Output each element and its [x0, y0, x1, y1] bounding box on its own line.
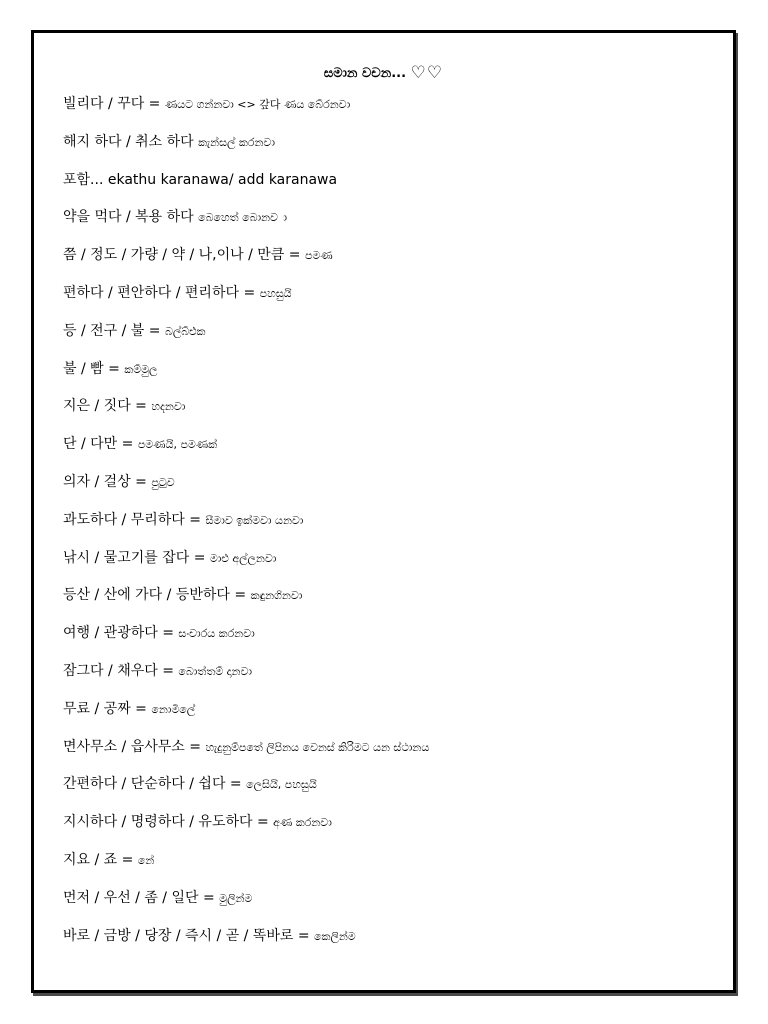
- vocabulary-entry: [63, 396, 728, 434]
- korean-words: 포함... ekathu karanawa/ add karanawa: [63, 171, 338, 188]
- sinhala-meaning: පමණ: [304, 249, 333, 263]
- vocabulary-entry: [63, 472, 728, 510]
- korean-words: 잠그다 / 채우다 =: [63, 662, 179, 679]
- vocabulary-entry: [63, 321, 728, 359]
- vocabulary-entry: [63, 737, 728, 775]
- korean-words: 간편하다 / 단순하다 / 쉽다 =: [63, 776, 247, 793]
- vocabulary-entry: [63, 359, 728, 397]
- vocabulary-entry: [63, 207, 728, 245]
- sinhala-meaning: නේ: [137, 853, 155, 867]
- vocabulary-entry: [63, 850, 728, 888]
- sinhala-meaning: බෙහෙත් බොනව ා: [198, 211, 288, 225]
- vocabulary-entry: [63, 283, 728, 321]
- vocabulary-entry: [63, 170, 728, 208]
- vocabulary-entry: [63, 623, 728, 661]
- sinhala-meaning: පහසුයි: [259, 286, 292, 300]
- sinhala-meaning: සීමාව ඉක්මවා යනවා: [205, 513, 304, 527]
- sinhala-meaning: හදනවා: [151, 400, 186, 414]
- sinhala-meaning: නොමිලේ: [151, 702, 196, 716]
- korean-words: 빌리다 / 꾸다 =: [63, 96, 165, 112]
- korean-words: 먼저 / 우선 / 좀 / 일단 =: [63, 889, 220, 906]
- korean-words: 바로 / 금방 / 당장 / 즉시 / 곧 / 똑바로 =: [63, 927, 315, 944]
- page-title-text: සමාන වචන...: [323, 66, 407, 81]
- document-page: [31, 30, 736, 993]
- vocabulary-entry: [63, 510, 728, 548]
- sinhala-meaning: අණ කරනවා: [273, 816, 332, 830]
- sinhala-meaning: කඳුනගිනවා: [250, 589, 303, 603]
- vocabulary-entry: [63, 699, 728, 737]
- vocabulary-entry: [63, 812, 728, 850]
- vocabulary-entry: [63, 585, 728, 623]
- vocabulary-entry: [63, 926, 728, 964]
- vocabulary-entry: [63, 94, 728, 132]
- korean-words: 무료 / 공짜 =: [63, 700, 152, 717]
- korean-words: 여행 / 관광하다 =: [63, 625, 179, 642]
- korean-words: 해지 하다 / 취소 하다: [63, 133, 199, 150]
- korean-words: 지은 / 짓다 =: [63, 398, 152, 415]
- sinhala-meaning: බල්බ්එක: [164, 324, 206, 338]
- korean-words: 과도하다 / 무리하다 =: [63, 511, 206, 528]
- vocabulary-entry: [63, 774, 728, 812]
- vocabulary-entry: [63, 661, 728, 699]
- sinhala-meaning: ලෙසියි, පහසුයි: [246, 778, 317, 792]
- korean-words: 등산 / 산에 가다 / 등반하다 =: [63, 587, 251, 604]
- sinhala-meaning: සංචාරය කරනවා: [178, 627, 255, 641]
- vocabulary-entry: [63, 434, 728, 472]
- sinhala-meaning: හැදුනුම්පතේ ලිපිනය වෙනස් කිරිමට යන ස්ථානය: [205, 740, 430, 754]
- vocabulary-entry: [63, 245, 728, 283]
- sinhala-meaning: මාළු අල්ලනවා: [209, 551, 277, 565]
- korean-words: 지요 / 죠 =: [63, 851, 138, 868]
- sinhala-meaning: කෙලින්ම: [314, 929, 356, 943]
- korean-words: 등 / 전구 / 불 =: [63, 322, 165, 339]
- korean-words: 편하다 / 편안하다 / 편리하다 =: [63, 284, 260, 301]
- korean-words: 지시하다 / 명령하다 / 유도하다 =: [63, 814, 274, 831]
- sinhala-meaning: බොත්තම් දානවා: [178, 664, 252, 678]
- korean-words: 쯤 / 정도 / 가량 / 약 / 나,이나 / 만큼 =: [63, 247, 305, 264]
- korean-words: 의자 / 걸상 =: [63, 473, 152, 490]
- korean-words: 낚시 / 물고기를 잡다 =: [63, 549, 210, 566]
- sinhala-meaning: පමණයි, පමණක්: [137, 438, 218, 452]
- heart-icon: ♡♡: [410, 63, 444, 83]
- sinhala-meaning: පුටුව: [151, 475, 175, 489]
- korean-words: 단 / 다만 =: [63, 436, 138, 453]
- sinhala-meaning: ණයට ගන්නවා <> 갚다 ණය බේරනවා: [164, 98, 351, 111]
- sinhala-meaning: මුලින්ම: [219, 891, 253, 905]
- vocabulary-entry: [63, 888, 728, 926]
- korean-words: 면사무소 / 읍사무소 =: [63, 738, 206, 755]
- vocabulary-list: [63, 94, 728, 963]
- vocabulary-entry: [63, 548, 728, 586]
- page-title: [34, 63, 733, 83]
- korean-words: 불 / 빰 =: [63, 360, 125, 377]
- sinhala-meaning: කම්මුල: [124, 362, 158, 376]
- vocabulary-entry: [63, 132, 728, 170]
- korean-words: 약을 먹다 / 복용 하다: [63, 209, 199, 226]
- sinhala-meaning: කැන්සල් කරනවා: [198, 135, 275, 149]
